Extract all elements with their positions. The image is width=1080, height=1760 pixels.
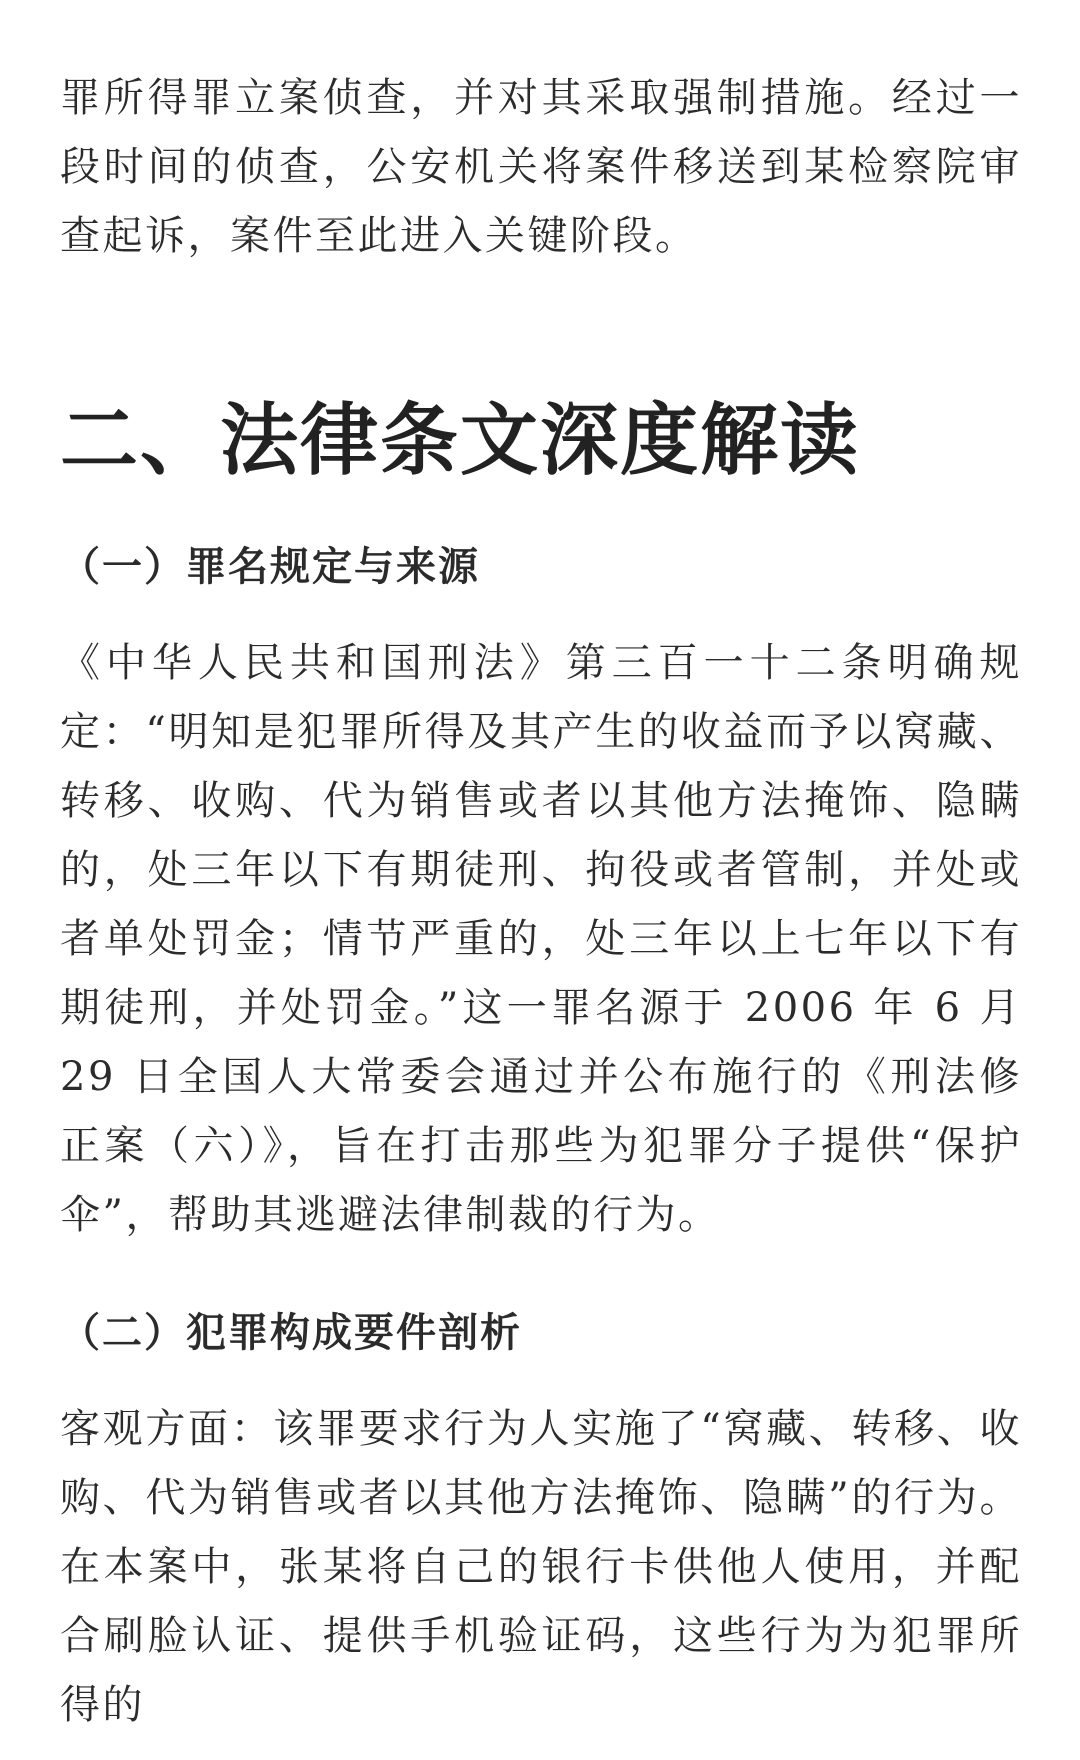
subsection-2-title: （二）犯罪构成要件剖析 <box>60 1309 522 1356</box>
subsection-1-title: （一）罪名规定与来源 <box>60 543 480 590</box>
section-heading: 二、法律条文深度解读 <box>60 395 861 486</box>
subsection-1-body: 《中华人民共和国刑法》第三百一十二条明确规定：“明知是犯罪所得及其产生的收益而予以窝藏、转移、收购、代为销售或者以其他方法掩饰、隐瞒的，处三年以下有期徒刑、拘役或者管制，并处或者单处罚金；情节严重的，处三年以上七年以下有期徒刑，并处罚金。”这一罪名源于 2006 年 6 月 29 日全国人大常委会通过并公布施行的《刑法修正案（六）》，旨在打击那些为犯罪分子提供“保护伞”，帮助其逃避法律制裁的行为。 <box>60 640 1022 1238</box>
subsection-2-body: 客观方面：该罪要求行为人实施了“窝藏、转移、收购、代为销售或者以其他方法掩饰、隐瞒”的行为。在本案中，张某将自己的银行卡供他人使用，并配合刷脸认证、提供手机验证码，这些行为为犯罪所得的 <box>60 1406 1022 1728</box>
intro-paragraph: 罪所得罪立案侦查，并对其采取强制措施。经过一段时间的侦查，公安机关将案件移送到某检察院审查起诉，案件至此进入关键阶段。 <box>60 75 1022 259</box>
article-body <box>60 64 1022 1740</box>
